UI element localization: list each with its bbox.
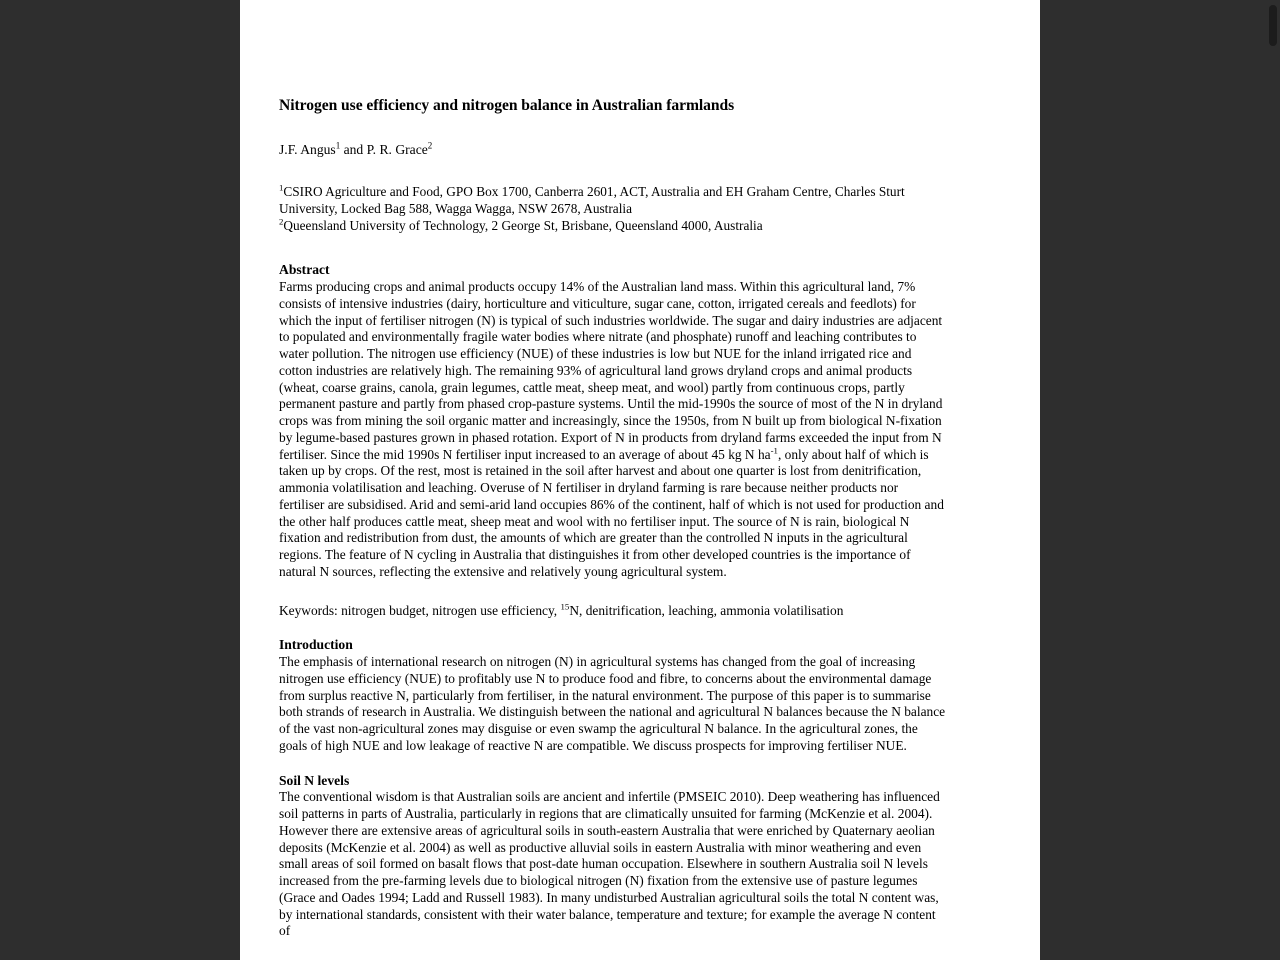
author-names-continued: and P. R. Grace — [340, 142, 428, 158]
abstract-text-part2: , only about half of which is taken up by crops. Of the rest, most is retained in the soil after harvest and about one quarter is lost from denitrification, ammonia volatilisation and leaching. Overuse of N fertiliser in dryland farming is rare because neither products nor fertiliser are subsidised. Arid and semi-arid land occupies 86% of the continent, half of which is not used for production and the other half produces cattle meat, sheep meat and wool with no fertiliser input. The source of N is rain, biological N fixation and redistribution from dust, the amounts of which are greater than the controlled N inputs in the agricultural regions. The feature of N cycling in Australia that distinguishes it from other developed countries is the importance of natural N sources, reflecting the extensive and relatively young agricultural system. — [279, 446, 944, 579]
abstract-paragraph — [279, 279, 946, 581]
affiliation-marker-1: 1 — [279, 182, 284, 193]
isotope-superscript: 15 — [560, 601, 570, 612]
keywords-line — [279, 581, 946, 620]
affiliation-block — [279, 159, 946, 234]
author-names: J.F. Angus — [279, 142, 336, 158]
affiliation-marker-2: 2 — [279, 216, 284, 227]
soil-n-levels-paragraph: The conventional wisdom is that Australian soils are ancient and infertile (PMSEIC 2010). Deep weathering has influenced soil patterns in parts of Australia, particularly in regions that are climatically unsuited for farming (McKenzie et al. 2004). However there are extensive areas of agricultural soils in south-eastern Australia that were enriched by Quaternary aeolian deposits (McKenzie et al. 2004) as well as productive alluvial soils in eastern Australia with minor weathering and even small areas of soil formed on basalt flows that post-date human occupation. Elsewhere in southern Australia soil N levels increased from the pre-farming levels due to biological nitrogen (N) fixation from the extensive use of pasture legumes (Grace and Oades 1994; Ladd and Russell 1983). In many undisturbed Australian agricultural soils the total N content was, by international standards, consistent with their water balance, temperature and texture; for example the average N content of — [279, 789, 940, 939]
author-affiliation-marker-1: 1 — [335, 140, 341, 151]
affiliation-2-text: Queensland University of Technology, 2 George St, Brisbane, Queensland 4000, Australia — [283, 217, 763, 233]
keywords-suffix: , denitrification, leaching, ammonia volatilisation — [579, 602, 844, 618]
abstract-text-part1: Farms producing crops and animal products occupy 14% of the Australian land mass. Within this agricultural land, 7% consists of intensive industries (dairy, horticulture and viticulture, sugar cane, cotton, irrigated cereals and feedlots) for which the input of fertiliser nitrogen (N) is typical of such industries worldwide. The sugar and dairy industries are adjacent to populated and environmentally fragile water bodies where nitrate (and phosphate) runoff and leaching contributes to water pollution. The nitrogen use efficiency (NUE) of these industries is low but NUE for the inland irrigated rice and cotton industries are relatively high. The remaining 93% of agricultural land grows dryland crops and animal products (wheat, coarse grains, canola, grain legumes, cattle meat, sheep meat, and wool) partly from continuous crops, partly permanent pasture and partly from phased crop-pasture systems. Until the mid-1990s the source of most of the N in dryland crops was from mining the soil organic matter and increasingly, since the 1950s, from N built up from biological N-fixation by legume-based pastures grown in phased rotation. Export of N in products from dryland farms exceeded the input from N fertiliser. Since the mid 1990s N fertiliser input increased to an average of about 45 kg N ha — [279, 279, 943, 462]
author-line — [279, 115, 946, 159]
page-content — [279, 0, 946, 940]
abstract-superscript: -1 — [770, 445, 778, 456]
abstract-heading: Abstract — [279, 262, 330, 278]
isotope-symbol: N — [569, 602, 579, 618]
keywords-prefix: Keywords: nitrogen budget, nitrogen use efficiency, — [279, 602, 561, 618]
document-page — [240, 0, 1040, 960]
introduction-paragraph: The emphasis of international research on nitrogen (N) in agricultural systems has changed from the goal of increasing nitrogen use efficiency (NUE) to profitably use N to produce food and fibre, to concerns about the environmental damage from surplus reactive N, particularly from fertiliser, in the natural environment. The purpose of this paper is to summarise both strands of research in Australia. We distinguish between the national and agricultural N balances because the N balance of the vast non-agricultural zones may disguise or even swamp the agricultural N balance. In the agricultural zones, the goals of high NUE and low leakage of reactive N are compatible. We discuss prospects for improving fertiliser NUE. — [279, 654, 946, 753]
author-affiliation-marker-2: 2 — [427, 140, 433, 151]
introduction-heading: Introduction — [279, 637, 353, 653]
soil-n-levels-heading: Soil N levels — [279, 772, 350, 788]
affiliation-1-text: CSIRO Agriculture and Food, GPO Box 1700, Canberra 2601, ACT, Australia and EH Graham Centre, Charles Sturt University, Locked Bag 588, Wagga Wagga, NSW 2678, Australia — [279, 184, 905, 216]
page-title: Nitrogen use efficiency and nitrogen balance in Australian farmlands — [279, 97, 735, 114]
scrollbar-thumb[interactable] — [1269, 5, 1277, 46]
vertical-scrollbar[interactable] — [1266, 0, 1280, 960]
